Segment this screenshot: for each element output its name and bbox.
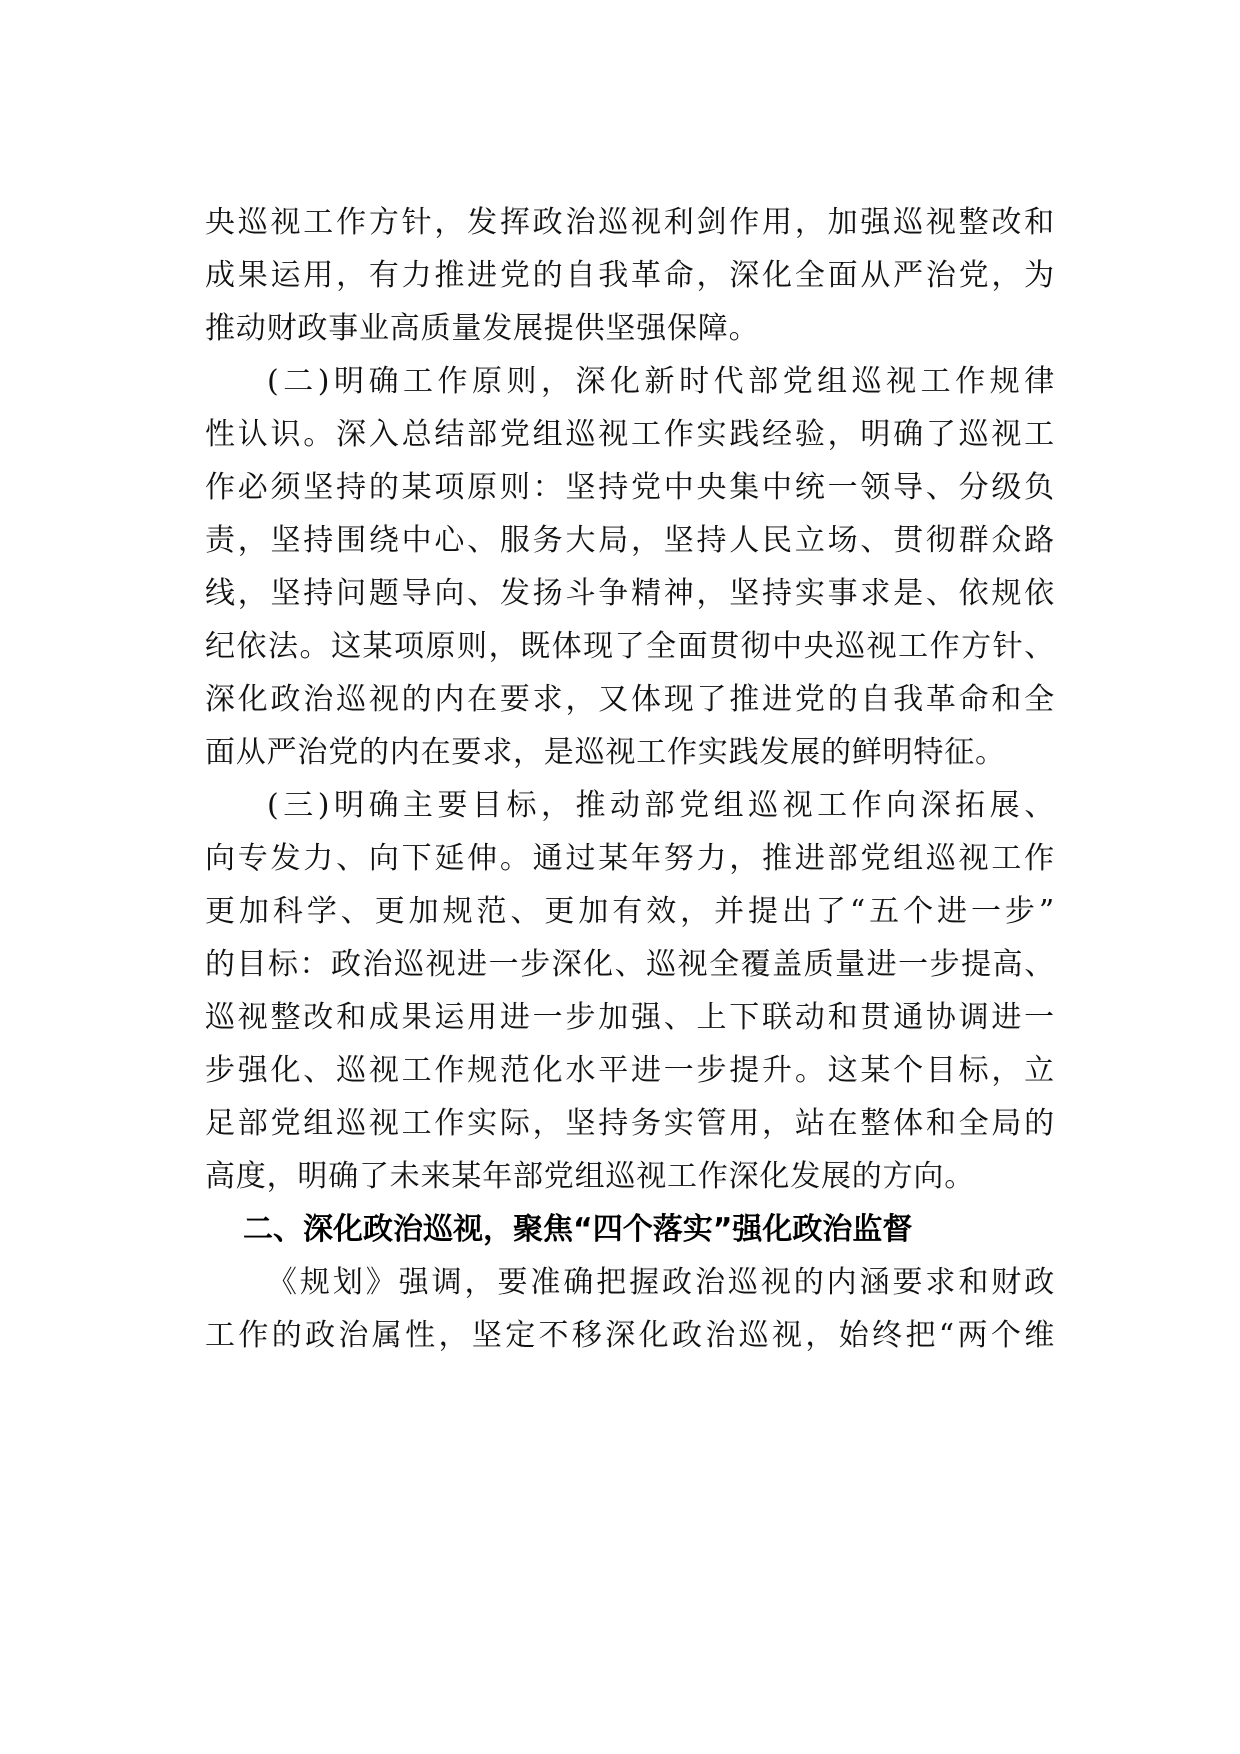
text-line: 更加科学、更加规范、更加有效，并提出了“五个进一步” — [205, 894, 1055, 929]
paragraph — [205, 779, 1055, 1203]
text-line: 线，坚持问题导向、发扬斗争精神，坚持实事求是、依规依 — [205, 576, 1055, 611]
body-text — [205, 196, 1055, 1362]
text-line: 成果运用，有力推进党的自我革命，深化全面从严治党，为 — [205, 258, 1055, 293]
text-line: (二)明确工作原则，深化新时代部党组巡视工作规律 — [267, 364, 1055, 399]
text-line: 工作的政治属性，坚定不移深化政治巡视，始终把“两个维 — [205, 1318, 1055, 1353]
paragraph — [205, 196, 1055, 355]
text-line: 的目标：政治巡视进一步深化、巡视全覆盖质量进一步提高、 — [205, 947, 1055, 982]
paragraph — [205, 1256, 1055, 1362]
text-line: 高度，明确了未来某年部党组巡视工作深化发展的方向。 — [205, 1159, 975, 1194]
text-line: 性认识。深入总结部党组巡视工作实践经验，明确了巡视工 — [205, 417, 1055, 452]
text-line: (三)明确主要目标，推动部党组巡视工作向深拓展、 — [267, 788, 1055, 823]
text-line: 《规划》强调，要准确把握政治巡视的内涵要求和财政 — [267, 1265, 1055, 1300]
text-line: 央巡视工作方针，发挥政治巡视利剑作用，加强巡视整改和 — [205, 205, 1055, 240]
section-heading: 二、深化政治巡视，聚焦“四个落实”强化政治监督 — [243, 1212, 913, 1247]
text-line: 纪依法。这某项原则，既体现了全面贯彻中央巡视工作方针、 — [205, 629, 1055, 664]
text-line: 面从严治党的内在要求，是巡视工作实践发展的鲜明特征。 — [205, 735, 1006, 770]
text-line: 巡视整改和成果运用进一步加强、上下联动和贯通协调进一 — [205, 1000, 1055, 1035]
text-line: 作必须坚持的某项原则：坚持党中央集中统一领导、分级负 — [205, 470, 1055, 505]
text-line: 向专发力、向下延伸。通过某年努力，推进部党组巡视工作 — [205, 841, 1055, 876]
text-line: 步强化、巡视工作规范化水平进一步提升。这某个目标，立 — [205, 1053, 1055, 1088]
text-line: 责，坚持围绕中心、服务大局，坚持人民立场、贯彻群众路 — [205, 523, 1055, 558]
text-line: 推动财政事业高质量发展提供坚强保障。 — [205, 311, 760, 346]
text-line: 深化政治巡视的内在要求，又体现了推进党的自我革命和全 — [205, 682, 1055, 717]
paragraph — [205, 355, 1055, 779]
text-line: 足部党组巡视工作实际，坚持务实管用，站在整体和全局的 — [205, 1106, 1055, 1141]
